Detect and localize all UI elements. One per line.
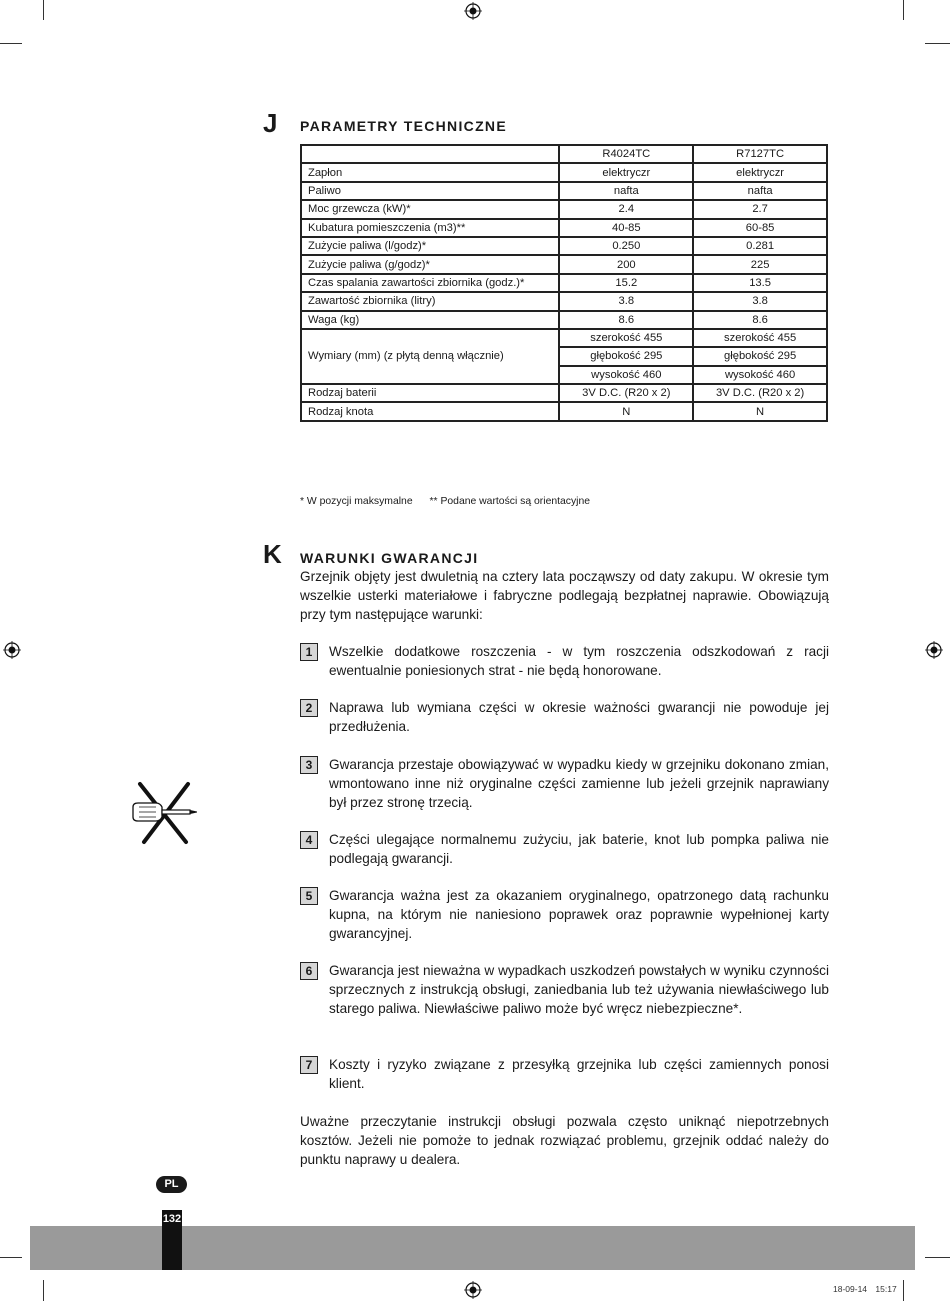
warranty-condition: [300, 961, 829, 1019]
row-value: 2.7: [693, 200, 827, 218]
table-footnotes: [300, 496, 590, 507]
table-row-dimensions: [301, 329, 827, 347]
row-label: Zużycie paliwa (g/godz)*: [301, 255, 559, 273]
crop-mark: [43, 0, 44, 20]
table-row: [301, 163, 827, 181]
condition-text: Wszelkie dodatkowe roszczenia - w tym roszczenia odszkodowań z racji ewentualnie poniesionych strat - nie będą honorowane.: [329, 644, 829, 679]
row-value: elektryczr: [559, 163, 693, 181]
table-row: [301, 255, 827, 273]
crop-mark: [0, 43, 22, 44]
row-value: nafta: [693, 182, 827, 200]
row-value: 3.8: [559, 292, 693, 310]
warranty-condition: [300, 698, 829, 736]
row-value: N: [559, 402, 693, 420]
row-value: 15.2: [559, 274, 693, 292]
table-cell-empty: [301, 145, 559, 163]
row-value: głębokość 295: [693, 347, 827, 365]
crop-mark: [903, 0, 904, 20]
crop-mark: [903, 1280, 904, 1301]
print-timestamp: [833, 1284, 897, 1294]
table-row: [301, 219, 827, 237]
row-value: wysokość 460: [559, 366, 693, 384]
page-number: 132: [162, 1210, 182, 1270]
warranty-condition: [300, 1055, 829, 1093]
row-label: Czas spalania zawartości zbiornika (godz.)*: [301, 274, 559, 292]
registration-mark-icon: [3, 641, 21, 659]
condition-number: 1: [300, 643, 318, 661]
warranty-intro: Grzejnik objęty jest dwuletnią na cztery lata począwszy od daty zakupu. W okresie tym wszelkie usterki materiałowe i fabryczne podlegają bezpłatnej naprawie. Obowiązują przy tym następujące warunki:: [300, 569, 829, 623]
row-value: 0.250: [559, 237, 693, 255]
row-label: Zapłon: [301, 163, 559, 181]
footnote-approximate-values: ** Podane wartości są orientacyjne: [429, 496, 591, 507]
table-header-row: [301, 145, 827, 163]
registration-mark-icon: [925, 641, 943, 659]
row-label: Moc grzewcza (kW)*: [301, 200, 559, 218]
no-screwdriver-icon: [130, 780, 200, 846]
row-value: 200: [559, 255, 693, 273]
warranty-condition: [300, 830, 829, 868]
row-value: 60-85: [693, 219, 827, 237]
row-value: 8.6: [559, 311, 693, 329]
condition-text: Koszty i ryzyko związane z przesyłką grzejnika lub części zamiennych ponosi klient.: [329, 1057, 829, 1092]
table-row: [301, 237, 827, 255]
condition-number: 5: [300, 887, 318, 905]
warranty-condition: [300, 755, 829, 813]
condition-text: Naprawa lub wymiana części w okresie ważności gwarancji nie powoduje jej przedłużenia.: [329, 700, 829, 735]
row-label: Rodzaj knota: [301, 402, 559, 420]
row-value: nafta: [559, 182, 693, 200]
row-value: 3V D.C. (R20 x 2): [693, 384, 827, 402]
row-value: 0.281: [693, 237, 827, 255]
condition-text: Gwarancja przestaje obowiązywać w wypadku kiedy w grzejniku dokonano zmian, wmontowano inne niż oryginalne części zamienne lub jeżeli grzejnik naprawiany był przez stronę trzecią.: [329, 757, 829, 811]
row-label: Zawartość zbiornika (litry): [301, 292, 559, 310]
table-row: [301, 292, 827, 310]
row-value: N: [693, 402, 827, 420]
row-value: 3V D.C. (R20 x 2): [559, 384, 693, 402]
section-title-warranty: WARUNKI GWARANCJI: [300, 550, 479, 566]
row-label: Wymiary (mm) (z płytą denną włącznie): [301, 329, 559, 384]
table-row: [301, 311, 827, 329]
section-title-technical-parameters: PARAMETRY TECHNICZNE: [300, 118, 507, 134]
registration-mark-icon: [464, 1281, 482, 1299]
section-letter-k: K: [263, 539, 282, 569]
row-value: wysokość 460: [693, 366, 827, 384]
condition-number: 6: [300, 962, 318, 980]
condition-number: 4: [300, 831, 318, 849]
technical-parameters-table: [300, 144, 828, 422]
row-value: szerokość 455: [693, 329, 827, 347]
table-row: [301, 182, 827, 200]
row-label: Kubatura pomieszczenia (m3)**: [301, 219, 559, 237]
print-date: 18-09-14: [833, 1284, 868, 1294]
table-row: [301, 402, 827, 420]
table-header-model: R7127TC: [693, 145, 827, 163]
warranty-closing: Uważne przeczytanie instrukcji obsługi pozwala często uniknąć niepotrzebnych kosztów. Jeżeli nie pomoże to jednak rozwiązać problemu, grzejnik oddać należy do punktu naprawy u dealera.: [300, 1114, 829, 1168]
registration-mark-icon: [464, 2, 482, 20]
row-value: 13.5: [693, 274, 827, 292]
condition-text: Gwarancja jest nieważna w wypadkach uszkodzeń powstałych w wyniku czynności sprzecznych z instrukcją obsługi, zaniedbania lub też używania niewłaściwego lub starego paliwa. Niewłaściwe paliwo może być wręcz niebezpieczne*.: [329, 963, 829, 1017]
table-header-model: R4024TC: [559, 145, 693, 163]
row-value: szerokość 455: [559, 329, 693, 347]
crop-mark: [43, 1280, 44, 1301]
row-label: Waga (kg): [301, 311, 559, 329]
warranty-condition: [300, 886, 829, 944]
table-row: [301, 200, 827, 218]
condition-text: Części ulegające normalnemu zużyciu, jak baterie, knot lub pompka paliwa nie podlegają gwarancji.: [329, 832, 829, 867]
condition-number: 7: [300, 1056, 318, 1074]
row-value: 225: [693, 255, 827, 273]
row-value: 40-85: [559, 219, 693, 237]
condition-number: 3: [300, 756, 318, 774]
warranty-condition: [300, 642, 829, 680]
condition-text: Gwarancja ważna jest za okazaniem oryginalnego, opatrzonego datą rachunku kupna, na którym nie naniesiono poprawek oraz poprawnie wypełnionej karty gwarancyjnej.: [329, 888, 829, 942]
crop-mark: [0, 1257, 22, 1258]
row-value: 3.8: [693, 292, 827, 310]
section-letter-j: J: [263, 108, 278, 138]
language-badge: PL: [156, 1176, 187, 1193]
table-row: [301, 274, 827, 292]
print-time: 15:17: [875, 1284, 897, 1294]
crop-mark: [925, 1257, 950, 1258]
crop-mark: [925, 43, 950, 44]
table-row: [301, 384, 827, 402]
row-value: 8.6: [693, 311, 827, 329]
row-value: głębokość 295: [559, 347, 693, 365]
row-label: Paliwo: [301, 182, 559, 200]
row-label: Rodzaj baterii: [301, 384, 559, 402]
condition-number: 2: [300, 699, 318, 717]
row-label: Zużycie paliwa (l/godz)*: [301, 237, 559, 255]
row-value: elektryczr: [693, 163, 827, 181]
row-value: 2.4: [559, 200, 693, 218]
footnote-max-position: * W pozycji maksymalne: [300, 496, 413, 507]
